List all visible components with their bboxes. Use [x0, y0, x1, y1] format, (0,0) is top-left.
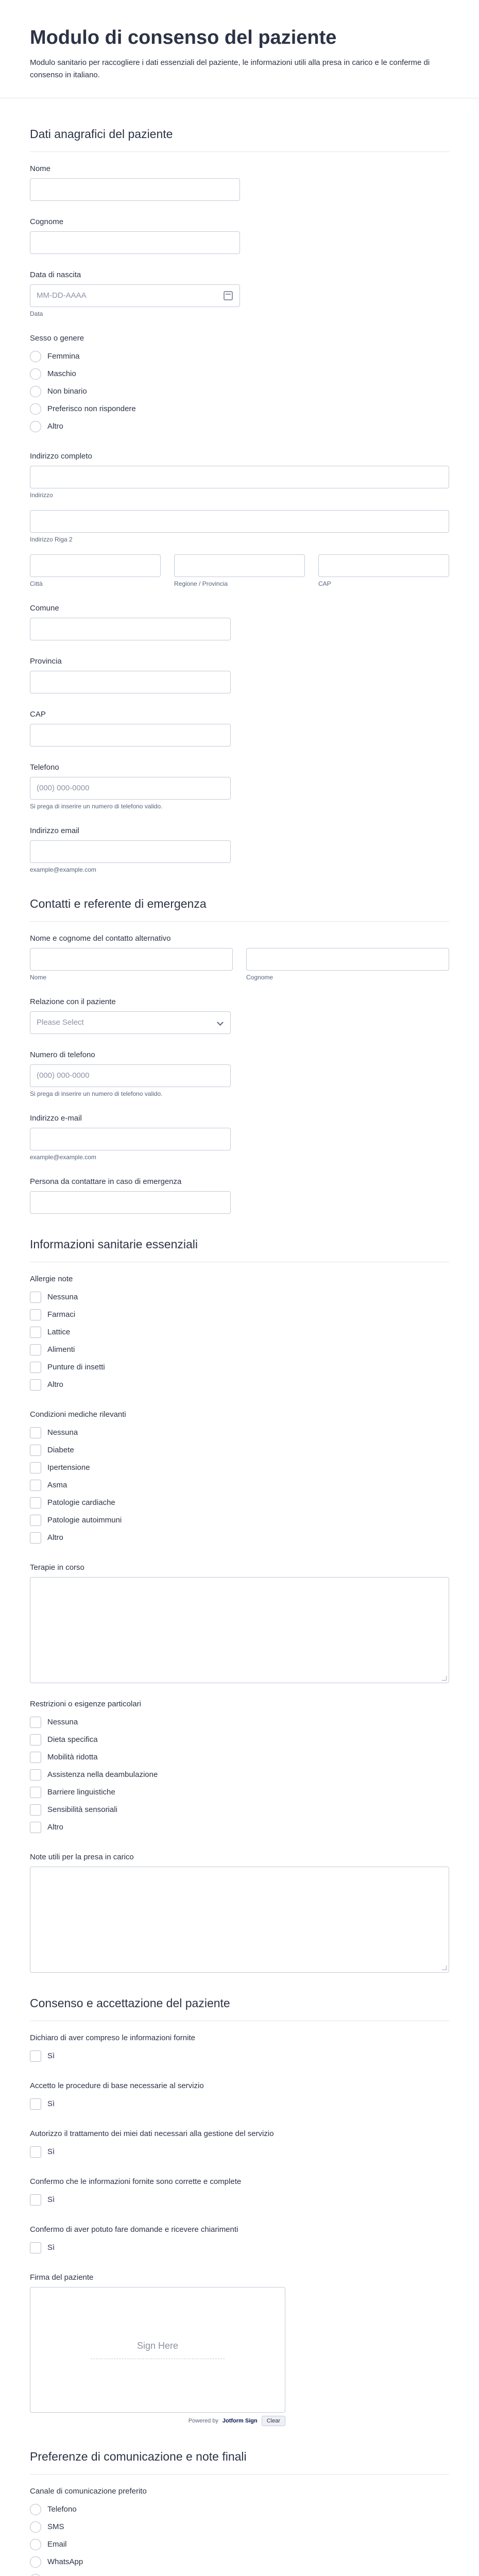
cap-col: [318, 554, 449, 587]
citta-input[interactable]: [30, 554, 161, 577]
radio-option[interactable]: [30, 418, 449, 435]
field-label: Dichiaro di aver compreso le informazioni fornite: [30, 2033, 195, 2042]
checkbox[interactable]: [30, 1822, 41, 1833]
checkbox-option[interactable]: [30, 1341, 449, 1359]
option-label: Alimenti: [47, 1345, 75, 1354]
checkbox-option[interactable]: [30, 1376, 449, 1394]
sign-here-label: Sign Here: [136, 2340, 179, 2351]
terapie-textarea[interactable]: [30, 1577, 449, 1683]
field-contatto-nome: [0, 922, 479, 985]
section-preferenze: [30, 2430, 449, 2475]
cap-field-input[interactable]: [30, 724, 231, 747]
option-label: Preferisco non rispondere: [47, 404, 136, 414]
first-name-col: [30, 948, 233, 981]
checkbox-option[interactable]: [30, 1714, 449, 1731]
field-sublabel: Si prega di inserire un numero di telefono valido.: [30, 802, 163, 810]
radio-option[interactable]: [30, 2553, 449, 2571]
option-label: Assistenza nella deambulazione: [47, 1770, 158, 1780]
section-anagrafica: [30, 98, 449, 152]
checkbox[interactable]: [30, 1379, 41, 1391]
field-label: Persona da contattare in caso di emergenza: [30, 1177, 182, 1186]
checkbox[interactable]: [30, 1480, 41, 1491]
note-presa-textarea[interactable]: [30, 1867, 449, 1973]
field-indirizzo: [0, 439, 479, 591]
radio-button[interactable]: [30, 403, 41, 415]
checkbox[interactable]: [30, 1532, 41, 1544]
field-sublabel: Si prega di inserire un numero di telefono valido.: [30, 1090, 163, 1097]
email-input[interactable]: [30, 840, 231, 863]
checkbox[interactable]: [30, 1344, 41, 1355]
field-label: Indirizzo e-mail: [30, 1113, 82, 1123]
option-label: Altro: [47, 1823, 63, 1832]
checkbox-option[interactable]: [30, 1477, 449, 1494]
option-label: Sì: [47, 2243, 55, 2252]
radio-button[interactable]: [30, 2556, 41, 2568]
section-title: Consenso e accettazione del paziente: [30, 1996, 230, 2010]
checkbox-option[interactable]: [30, 1529, 449, 1547]
radio-button[interactable]: [30, 368, 41, 380]
option-label: Femmina: [47, 352, 80, 361]
field-label: Accetto le procedure di base necessarie al servizio: [30, 2081, 204, 2090]
radio-button[interactable]: [30, 386, 41, 397]
field-consenso-3: [0, 2117, 479, 2165]
field-consenso-5: [0, 2213, 479, 2261]
powered-by-label: Powered by: [188, 2417, 218, 2424]
radio-option[interactable]: [30, 383, 449, 400]
field-label: Autorizzo il trattamento dei miei dati necessari alla gestione del servizio: [30, 2129, 274, 2138]
checkbox-option[interactable]: [30, 1766, 449, 1784]
field-consenso-4: [0, 2165, 479, 2213]
field-label: Terapie in corso: [30, 1563, 84, 1572]
field-allergie: [0, 1262, 479, 1398]
field-sesso: [0, 321, 479, 439]
regione-input[interactable]: [174, 554, 305, 577]
checkbox[interactable]: [30, 1427, 41, 1438]
checkbox[interactable]: [30, 1804, 41, 1816]
regione-col: [174, 554, 305, 587]
section-title: Contatti e referente di emergenza: [30, 896, 207, 910]
checkbox[interactable]: [30, 1787, 41, 1798]
field-firma: [0, 2261, 479, 2430]
cap-input[interactable]: [318, 554, 449, 577]
radio-button[interactable]: [30, 421, 41, 432]
checkbox[interactable]: [30, 1497, 41, 1509]
option-label: SMS: [47, 2522, 64, 2532]
option-label: Ipertensione: [47, 1463, 90, 1472]
form-header: [0, 0, 479, 98]
comune-input[interactable]: [30, 618, 231, 640]
option-label: Sì: [47, 2147, 55, 2157]
radio-option[interactable]: [30, 400, 449, 418]
field-condizioni: [0, 1398, 479, 1551]
field-sublabel: Indirizzo: [30, 491, 53, 499]
contatto-nome-input[interactable]: [30, 948, 233, 971]
option-label: Nessuna: [47, 1293, 78, 1302]
field-email: [0, 814, 479, 877]
option-label: Mobilità ridotta: [47, 1753, 98, 1762]
checkbox-option[interactable]: [30, 2095, 449, 2113]
radio-option[interactable]: [30, 2518, 449, 2536]
checkbox[interactable]: [30, 1362, 41, 1373]
option-label: Barriere linguistiche: [47, 1788, 115, 1797]
section-title: Informazioni sanitarie essenziali: [30, 1237, 198, 1251]
signature-footer: [30, 2416, 285, 2426]
form-description: Modulo sanitario per raccogliere i dati essenziali del paziente, le informazioni utili alla presa in carico e le conferme di consenso in italiano.: [30, 58, 430, 79]
field-label: Nome: [30, 164, 51, 173]
relazione-select-value[interactable]: Please Select: [30, 1011, 231, 1034]
field-label: Confermo che le informazioni fornite sono corrette e complete: [30, 2177, 242, 2186]
checkbox[interactable]: [30, 1769, 41, 1781]
field-label: Firma del paziente: [30, 2273, 94, 2282]
option-label: Altro: [47, 1380, 63, 1389]
option-label: Patologie cardiache: [47, 1498, 115, 1507]
checkbox[interactable]: [30, 1292, 41, 1303]
section-consenso: [30, 1977, 449, 2021]
field-label: Nome e cognome del contatto alternativo: [30, 934, 171, 943]
field-label: CAP: [30, 709, 46, 719]
option-label: Sì: [47, 2052, 55, 2061]
persona-emergenza-input[interactable]: [30, 1191, 231, 1214]
checkbox[interactable]: [30, 2146, 41, 2158]
option-label: Punture di insetti: [47, 1363, 105, 1372]
field-cap: [0, 698, 479, 751]
checkbox[interactable]: [30, 1462, 41, 1473]
checkbox-option[interactable]: [30, 2191, 449, 2209]
field-sublabel: CAP: [318, 580, 331, 587]
address-row: [30, 554, 449, 587]
option-label: Farmaci: [47, 1310, 76, 1319]
field-consenso-2: [0, 2069, 479, 2117]
checkbox[interactable]: [30, 1445, 41, 1456]
option-label: Diabete: [47, 1446, 74, 1455]
date-field: [30, 284, 240, 307]
checkbox[interactable]: [30, 1515, 41, 1526]
field-persona-emergenza: [0, 1165, 479, 1218]
field-label: Condizioni mediche rilevanti: [30, 1410, 126, 1419]
form-title: Modulo di consenso del paziente: [30, 27, 337, 48]
field-label: Allergie note: [30, 1274, 73, 1283]
checkbox-option[interactable]: [30, 2143, 449, 2161]
signature-pad[interactable]: [30, 2287, 285, 2413]
checkbox-option[interactable]: [30, 1512, 449, 1529]
field-label: Provincia: [30, 656, 62, 666]
field-cognome: [0, 205, 479, 258]
field-label: Note utili per la presa in carico: [30, 1852, 134, 1861]
field-label: Restrizioni o esigenze particolari: [30, 1699, 141, 1708]
cognome-input[interactable]: [30, 231, 240, 254]
checkbox[interactable]: [30, 1309, 41, 1320]
name-row: [30, 948, 449, 981]
field-comune: [0, 591, 479, 645]
field-relazione: [0, 985, 479, 1038]
option-label: Maschio: [47, 369, 76, 379]
section-emergenza: [30, 877, 449, 922]
indirizzo-riga2-input[interactable]: [30, 510, 449, 533]
checkbox-option[interactable]: [30, 1459, 449, 1477]
nome-input[interactable]: [30, 178, 240, 201]
option-label: Dieta specifica: [47, 1735, 98, 1744]
field-label: Telefono: [30, 762, 59, 772]
field-emergenza-telefono: [0, 1038, 479, 1101]
field-sublabel: Regione / Provincia: [174, 580, 228, 587]
checkbox-option[interactable]: [30, 1306, 449, 1324]
section-title: Dati anagrafici del paziente: [30, 127, 173, 141]
checkbox[interactable]: [30, 2050, 41, 2062]
option-label: Sensibilità sensoriali: [47, 1805, 117, 1815]
telefono-input[interactable]: (000) 000-0000: [30, 777, 231, 800]
option-label: Sì: [47, 2099, 55, 2109]
option-label: Asma: [47, 1481, 67, 1490]
relazione-select[interactable]: [30, 1011, 231, 1034]
field-consenso-1: [0, 2021, 479, 2069]
option-label: Altro: [47, 1533, 63, 1543]
calendar-icon[interactable]: [224, 291, 233, 300]
option-label: Nessuna: [47, 1428, 78, 1437]
emergenza-email-input[interactable]: [30, 1128, 231, 1150]
option-label: Email: [47, 2540, 67, 2549]
signature-placeholder: [91, 2341, 225, 2359]
checkbox[interactable]: [30, 1752, 41, 1763]
field-label: Comune: [30, 603, 59, 613]
checkbox-option[interactable]: [30, 1494, 449, 1512]
data-nascita-input[interactable]: MM-DD-AAAA: [30, 284, 240, 307]
field-nome: [0, 152, 479, 205]
checkbox[interactable]: [30, 1734, 41, 1745]
checkbox[interactable]: [30, 2194, 41, 2206]
checkbox-option[interactable]: [30, 1801, 449, 1819]
section-sanitarie: [30, 1218, 449, 1262]
field-label: Numero di telefono: [30, 1050, 95, 1059]
emergenza-telefono-input[interactable]: (000) 000-0000: [30, 1064, 231, 1087]
checkbox[interactable]: [30, 2242, 41, 2253]
field-label: Sesso o genere: [30, 333, 84, 343]
checkbox-option[interactable]: [30, 2239, 449, 2257]
field-label: Indirizzo completo: [30, 451, 92, 461]
option-label: Sì: [47, 2195, 55, 2205]
radio-option[interactable]: [30, 365, 449, 383]
option-label: Lattice: [47, 1328, 71, 1337]
field-sublabel: Data: [30, 310, 43, 317]
brand-logo: Jotform Sign: [222, 2417, 258, 2424]
option-label: Patologie autoimmuni: [47, 1516, 122, 1525]
checkbox-option[interactable]: [30, 1442, 449, 1459]
option-label: Altro: [47, 422, 63, 431]
checkbox[interactable]: [30, 2098, 41, 2110]
indirizzo-input[interactable]: [30, 466, 449, 488]
checkbox[interactable]: [30, 1717, 41, 1728]
checkbox-option[interactable]: [30, 1324, 449, 1341]
field-emergenza-email: [0, 1101, 479, 1165]
radio-option[interactable]: [30, 2536, 449, 2553]
checkbox-option[interactable]: [30, 1289, 449, 1306]
field-telefono: [0, 751, 479, 814]
field-restrizioni: [0, 1687, 479, 1840]
checkbox-option[interactable]: [30, 2047, 449, 2065]
field-sublabel: Nome: [30, 973, 47, 981]
checkbox[interactable]: [30, 1327, 41, 1338]
field-sublabel: Indirizzo Riga 2: [30, 535, 73, 543]
radio-button[interactable]: [30, 2574, 41, 2576]
field-label: Data di nascita: [30, 270, 81, 279]
field-label: Indirizzo email: [30, 826, 79, 835]
option-label: WhatsApp: [47, 2557, 83, 2567]
radio-option[interactable]: [30, 348, 449, 365]
field-provincia: [0, 645, 479, 698]
radio-button[interactable]: [30, 2521, 41, 2533]
clear-signature-button[interactable]: Clear: [262, 2416, 285, 2426]
field-terapie: [0, 1551, 479, 1687]
section-title: Preferenze di comunicazione e note finali: [30, 2449, 247, 2463]
checkbox-option[interactable]: [30, 1731, 449, 1749]
checkbox-option[interactable]: [30, 1784, 449, 1801]
field-label: Confermo di aver potuto fare domande e ricevere chiarimenti: [30, 2225, 238, 2234]
field-label: Canale di comunicazione preferito: [30, 2486, 147, 2496]
field-sublabel: example@example.com: [30, 866, 96, 873]
radio-button[interactable]: [30, 2539, 41, 2550]
field-canale: [0, 2475, 479, 2576]
field-nascita: [0, 258, 479, 321]
option-label: Nessuna: [47, 1718, 78, 1727]
checkbox-option[interactable]: [30, 1424, 449, 1442]
last-name-col: [246, 948, 449, 981]
option-label: Non binario: [47, 387, 87, 396]
radio-option[interactable]: [30, 2571, 449, 2576]
radio-button[interactable]: [30, 351, 41, 362]
provincia-input[interactable]: [30, 671, 231, 693]
checkbox-option[interactable]: [30, 1749, 449, 1766]
field-label: Cognome: [30, 217, 64, 226]
option-label: Telefono: [47, 2505, 77, 2514]
field-note-presa: [0, 1840, 479, 1977]
field-sublabel: Città: [30, 580, 43, 587]
checkbox-option[interactable]: [30, 1359, 449, 1376]
radio-button[interactable]: [30, 2504, 41, 2515]
checkbox-option[interactable]: [30, 1819, 449, 1836]
field-label: Relazione con il paziente: [30, 997, 116, 1006]
contatto-cognome-input[interactable]: [246, 948, 449, 971]
radio-option[interactable]: [30, 2501, 449, 2518]
field-sublabel: example@example.com: [30, 1153, 96, 1161]
citta-col: [30, 554, 161, 587]
field-sublabel: Cognome: [246, 973, 273, 981]
